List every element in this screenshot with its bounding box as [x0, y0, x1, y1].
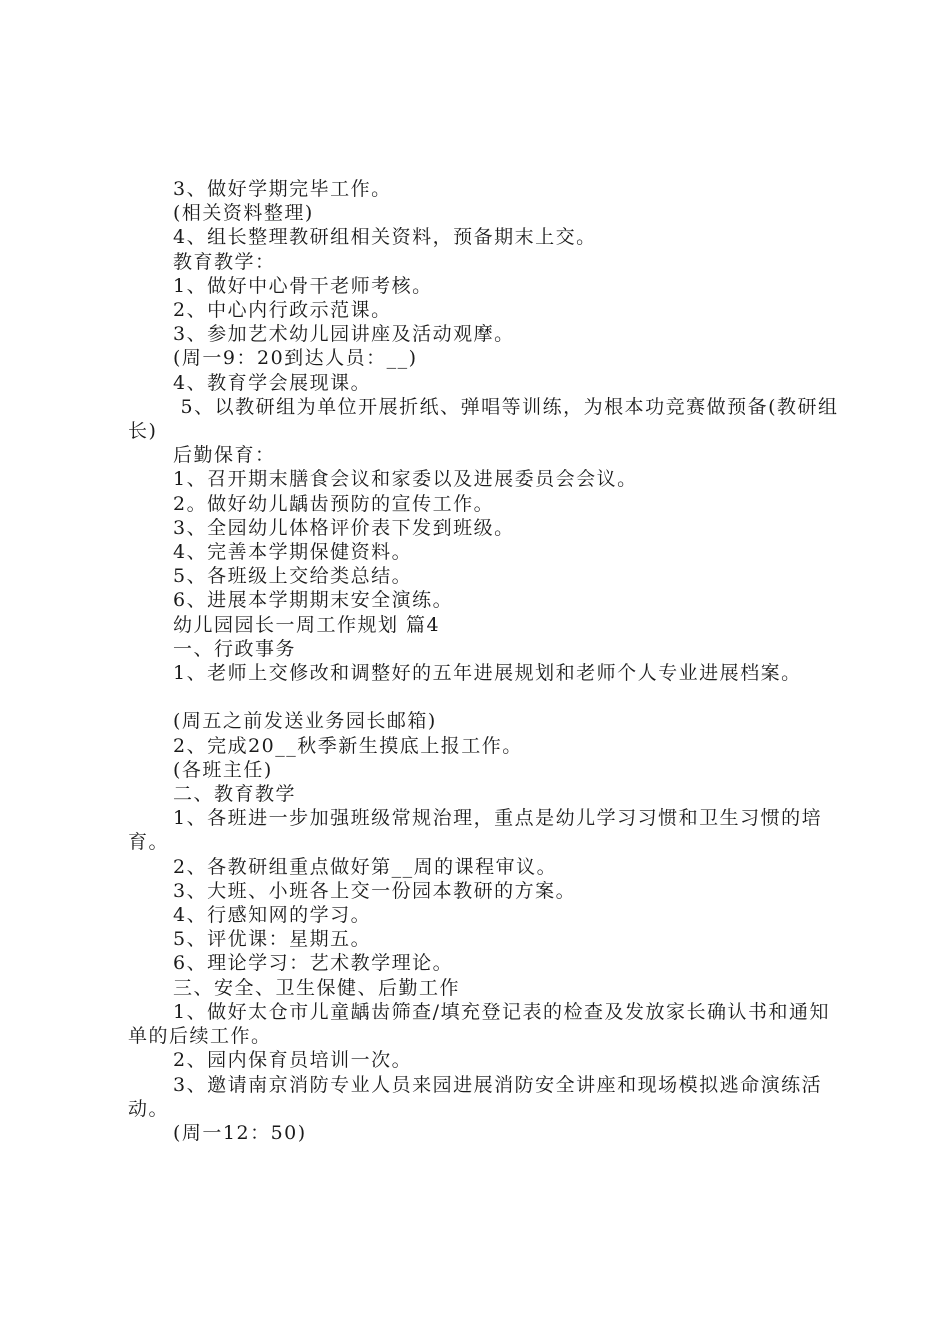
section-heading: 三、安全、卫生保健、后勤工作 — [173, 976, 461, 999]
section-heading: 后勤保育： — [173, 444, 276, 467]
paragraph: 5、各班级上交给类总结。 — [173, 565, 413, 588]
paragraph: 4、组长整理教研组相关资料，预备期末上交。 — [173, 226, 597, 249]
article-title: 幼儿园园长一周工作规划 篇4 — [173, 613, 441, 636]
paragraph: 4、完善本学期保健资料。 — [173, 541, 413, 564]
paragraph: (各班主任) — [173, 758, 273, 781]
paragraph: 3、全园幼儿体格评价表下发到班级。 — [173, 516, 515, 539]
paragraph: 3、参加艺术幼儿园讲座及活动观摩。 — [173, 323, 515, 346]
paragraph: (相关资料整理) — [173, 202, 314, 225]
paragraph: 6、理论学习：艺术教学理论。 — [173, 952, 454, 975]
paragraph: 3、邀请南京消防专业人员来园进展消防安全讲座和现场模拟逃命演练活动。 — [128, 1073, 823, 1120]
paragraph: 2、中心内行政示范课。 — [173, 299, 392, 322]
paragraph: (周一12：50) — [173, 1121, 307, 1144]
paragraph: 1、各班进一步加强班级常规治理，重点是幼儿学习习惯和卫生习惯的培育。 — [128, 807, 823, 854]
paragraph: (周五之前发送业务园长邮箱) — [173, 710, 437, 733]
paragraph: 2、各教研组重点做好第__周的课程审议。 — [173, 855, 558, 878]
document-body — [128, 177, 840, 1145]
blank-line — [128, 685, 840, 709]
paragraph: 4、教育学会展现课。 — [173, 371, 372, 394]
paragraph: 4、行感知网的学习。 — [173, 904, 372, 927]
paragraph: 3、做好学期完毕工作。 — [173, 178, 392, 200]
section-heading: 二、教育教学 — [173, 783, 297, 806]
paragraph: (周一9：20到达人员：__) — [173, 347, 418, 370]
paragraph: 3、大班、小班各上交一份园本教研的方案。 — [173, 879, 577, 902]
paragraph: 6、进展本学期期末安全演练。 — [173, 589, 454, 612]
paragraph: 1、做好太仓市儿童龋齿筛查/填充登记表的检查及发放家长确认书和通知单的后续工作。 — [128, 1000, 830, 1048]
paragraph: 1、老师上交修改和调整好的五年进展规划和老师个人专业进展档案。 — [173, 662, 802, 685]
paragraph: 5、评优课：星期五。 — [173, 928, 372, 951]
paragraph: 1、召开期末膳食会议和家委以及进展委员会会议。 — [173, 468, 638, 491]
paragraph: 2。做好幼儿龋齿预防的宣传工作。 — [173, 492, 495, 515]
paragraph: 1、做好中心骨干老师考核。 — [173, 274, 433, 297]
paragraph: 2、完成20__秋季新生摸底上报工作。 — [173, 734, 523, 757]
section-heading: 一、行政事务 — [173, 637, 297, 660]
section-heading: 教育教学： — [173, 250, 276, 273]
paragraph: 5、以教研组为单位开展折纸、弹唱等训练，为根本功竞赛做预备(教研组长) — [128, 395, 839, 443]
paragraph: 2、园内保育员培训一次。 — [173, 1049, 413, 1072]
